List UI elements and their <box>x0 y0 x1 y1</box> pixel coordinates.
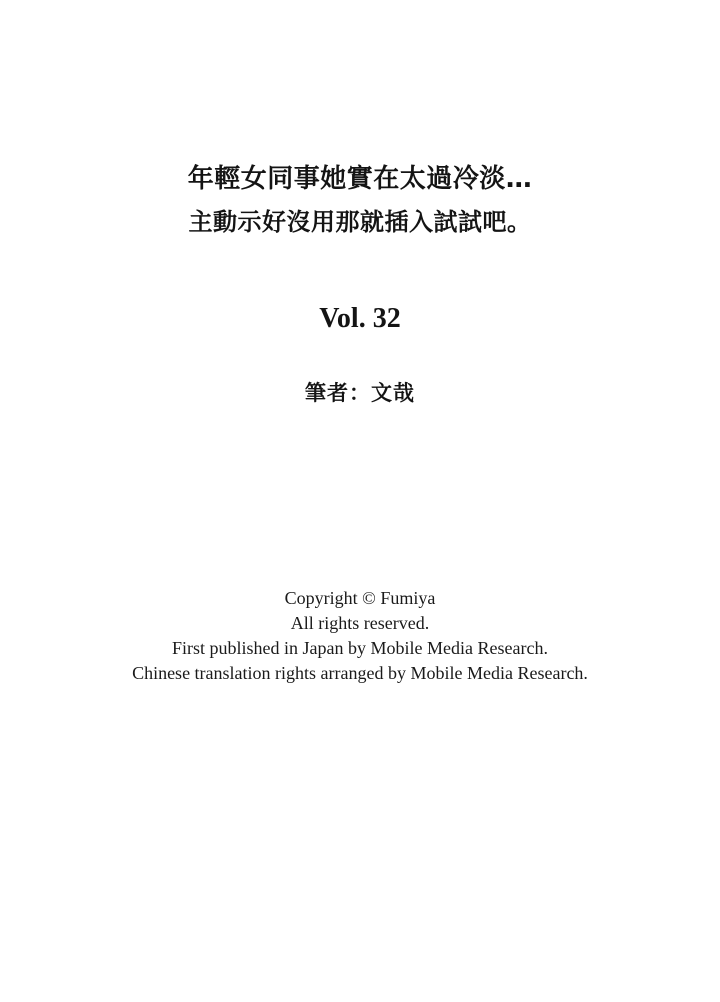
copyright-line-3: First published in Japan by Mobile Media Research. <box>172 638 548 658</box>
copyright-line-4: Chinese translation rights arranged by Mobile Media Research. <box>132 663 588 683</box>
title-line-1: 年輕女同事她實在太過冷淡… <box>187 164 533 194</box>
copyright-block <box>0 586 720 686</box>
copyright-line-1: Copyright © Fumiya <box>284 588 436 608</box>
copyright-line-2: All rights reserved. <box>290 613 430 633</box>
author-credit: 筆者：文哉 <box>305 381 415 405</box>
volume-label: Vol. 32 <box>319 303 401 334</box>
title-block <box>0 158 720 244</box>
title-line-2: 主動示好沒用那就插入試試吧。 <box>188 208 532 236</box>
